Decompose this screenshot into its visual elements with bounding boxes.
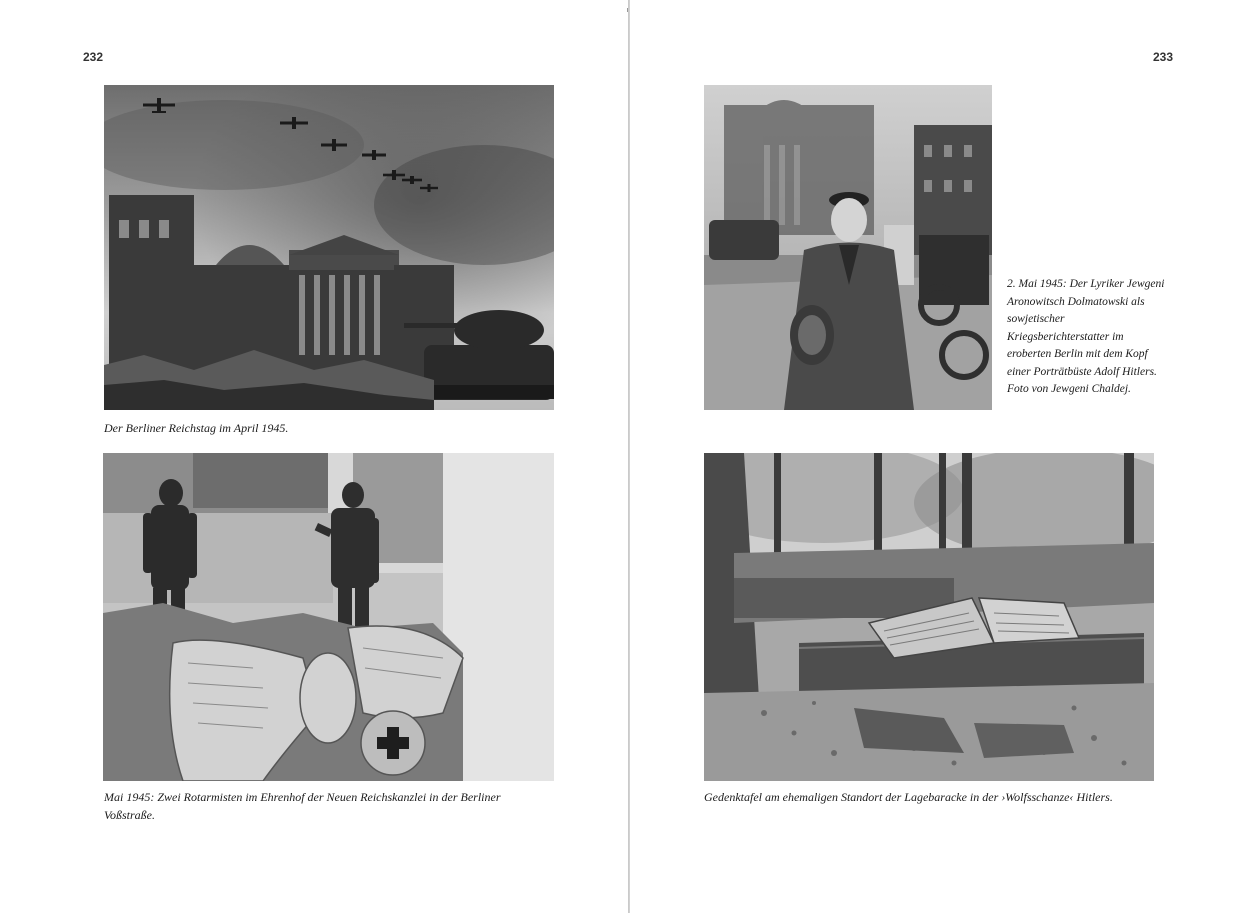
caption-reichstag: Der Berliner Reichstag im April 1945. [104,421,289,435]
photo-wolfsschanze [704,453,1154,781]
photo-eagle [103,453,554,781]
reichstag-photo-icon [104,85,554,410]
photo-dolmatowski [704,85,992,410]
photo-reichstag [104,85,554,410]
soldiers-eagle-photo-icon [103,453,554,781]
memorial-forest-photo-icon [704,453,1154,781]
caption-eagle: Mai 1945: Zwei Rotarmisten im Ehrenhof der Neuen Reichskanzlei in der Berliner Voßstraße. [104,790,501,822]
book-spine [628,0,630,913]
right-page-number: 233 [1153,50,1174,64]
left-page-number: 232 [83,50,104,64]
caption-dolmatowski: 2. Mai 1945: Der Lyriker Jewgeni Aronowitsch Dolmatowski als sowjetischer Kriegsberichterstatter im eroberten Berlin mit dem Kopf einer Porträtbüste Adolf Hitlers. Foto von Jewgeni Chaldej. [1007,278,1165,395]
caption-wolfsschanze: Gedenktafel am ehemaligen Standort der Lagebaracke in der ›Wolfsschanze‹ Hitlers. [704,790,1113,804]
spine-mark [627,8,628,12]
dolmatowski-photo-icon [704,85,992,410]
